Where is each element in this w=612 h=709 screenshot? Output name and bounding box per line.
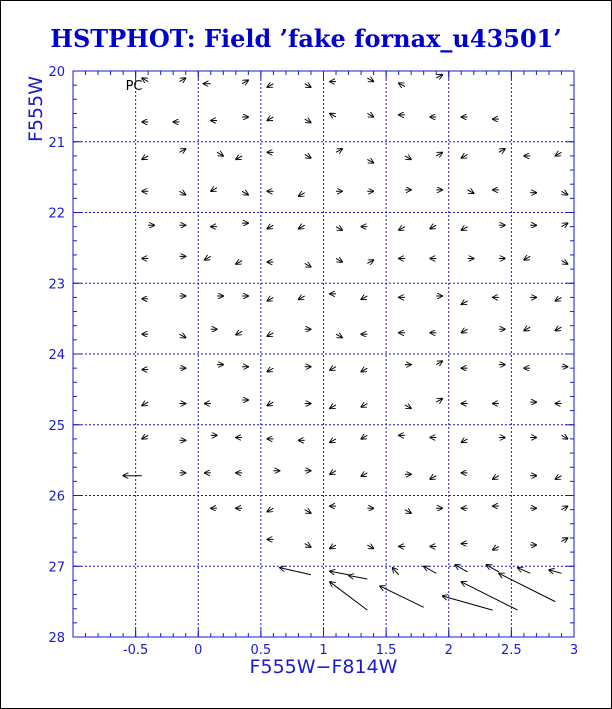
offset-vector: [555, 327, 561, 331]
offset-vector: [361, 296, 367, 300]
offset-vector: [461, 227, 467, 231]
offset-vector: [561, 538, 567, 542]
offset-vector: [561, 506, 567, 510]
offset-vector: [361, 435, 367, 439]
offset-vector: [461, 439, 467, 443]
y-tick-label: 24: [48, 348, 65, 363]
offset-vector: [305, 119, 311, 123]
offset-vector: [561, 435, 567, 439]
offset-vector: [461, 301, 467, 305]
offset-vector: [330, 439, 336, 443]
offset-vector: [242, 191, 248, 195]
offset-vector: [555, 152, 561, 156]
offset-vector: [267, 297, 273, 301]
offset-vector: [267, 84, 273, 88]
vector-marks: [123, 75, 568, 611]
offset-vector: [493, 476, 499, 480]
offset-vector: [179, 78, 185, 82]
offset-vector: [555, 476, 561, 480]
offset-vector: [336, 258, 342, 262]
offset-vector: [367, 78, 373, 82]
offset-vector: [499, 149, 505, 153]
y-tick-label: 21: [48, 135, 65, 151]
x-tick-label: 1: [319, 643, 328, 658]
y-tick-label: 23: [48, 277, 65, 293]
offset-vector: [549, 570, 562, 574]
offset-vector: [430, 225, 436, 229]
offset-vector: [361, 404, 367, 408]
offset-vector: [142, 402, 148, 406]
offset-vector: [142, 156, 148, 160]
offset-vector: [305, 544, 311, 548]
x-tick-label: 2: [444, 643, 453, 658]
x-tick-label: 2.5: [501, 643, 522, 658]
offset-vector: [561, 261, 567, 265]
x-tick-label: 3: [569, 643, 579, 658]
x-tick-label: 0.5: [250, 643, 272, 658]
offset-vector: [267, 508, 273, 512]
offset-vector: [436, 152, 442, 156]
offset-vector: [305, 84, 311, 88]
offset-vector: [205, 256, 211, 260]
chart-title: HSTPHOT: Field ’fake fornax_u43501’: [50, 24, 562, 53]
offset-vector: [461, 329, 467, 333]
offset-vector: [330, 571, 349, 575]
offset-vector: [330, 113, 336, 117]
offset-vector: [142, 435, 148, 439]
offset-vector: [242, 80, 248, 84]
offset-vector: [298, 225, 304, 229]
offset-vector: [236, 331, 242, 335]
y-tick-label: 20: [48, 65, 65, 80]
offset-vector: [367, 159, 373, 163]
offset-vector: [179, 334, 185, 338]
offset-vector: [267, 368, 273, 372]
offset-vector: [436, 75, 442, 79]
offset-vector: [405, 156, 411, 160]
offset-vector: [330, 405, 336, 409]
offset-vector: [236, 156, 242, 160]
offset-vector: [424, 566, 437, 573]
offset-vector: [349, 575, 368, 579]
offset-vector: [399, 227, 405, 231]
offset-vector: [468, 190, 474, 194]
offset-vector: [267, 225, 273, 229]
offset-vector: [405, 405, 411, 409]
x-axis-label: F555W−F814W: [249, 656, 398, 678]
y-tick-label: 25: [48, 418, 65, 434]
offset-vector: [486, 565, 499, 572]
offset-vector: [267, 402, 273, 406]
offset-vector: [493, 546, 499, 550]
offset-vector: [179, 149, 185, 153]
offset-vector: [142, 78, 148, 82]
offset-vector: [298, 296, 304, 300]
offset-vector: [361, 473, 367, 477]
offset-vector: [392, 568, 398, 575]
offset-vector: [367, 113, 373, 117]
y-axis-label: F555W: [25, 76, 47, 142]
offset-vector: [367, 260, 373, 264]
offset-vector: [461, 582, 517, 610]
offset-vector: [367, 545, 373, 549]
offset-vector: [561, 223, 567, 227]
offset-vector: [305, 263, 311, 267]
offset-vector: [555, 297, 561, 301]
offset-vector: [524, 256, 530, 260]
offset-vector: [461, 154, 467, 158]
y-tick-label: 22: [48, 206, 65, 222]
offset-vector: [330, 367, 336, 371]
x-tick-label: -0.5: [122, 643, 149, 658]
offset-vector: [305, 154, 311, 158]
offset-vector: [211, 188, 217, 192]
offset-vector: [330, 545, 336, 549]
offset-vector: [442, 596, 492, 610]
offset-vector: [330, 471, 336, 475]
tick-labels: [48, 65, 578, 658]
offset-vector: [499, 573, 555, 601]
offset-vector: [361, 368, 367, 372]
x-tick-label: 1.5: [375, 643, 397, 658]
offset-vector: [399, 83, 405, 87]
offset-vector: [217, 152, 223, 156]
offset-vector: [267, 117, 273, 121]
offset-vector: [430, 476, 436, 480]
offset-vector: [179, 191, 185, 195]
offset-vector: [524, 327, 530, 331]
offset-vector: [436, 361, 442, 365]
offset-vector: [267, 333, 273, 337]
offset-vector: [436, 399, 442, 403]
offset-vector: [280, 568, 311, 575]
y-tick-label: 28: [48, 631, 65, 646]
x-tick-label: 0: [194, 643, 203, 658]
offset-vector: [405, 510, 411, 514]
offset-vector: [336, 334, 342, 338]
y-tick-label: 26: [48, 489, 65, 505]
offset-vector: [330, 582, 368, 610]
offset-vector: [518, 568, 531, 574]
offset-vector: [305, 510, 311, 514]
offset-vector: [561, 191, 567, 195]
offset-vector: [336, 149, 342, 153]
offset-vector: [336, 227, 342, 231]
offset-vector: [236, 261, 242, 265]
pc-annotation: PC: [125, 79, 143, 95]
offset-vector: [298, 193, 304, 197]
y-tick-label: 27: [48, 560, 65, 576]
